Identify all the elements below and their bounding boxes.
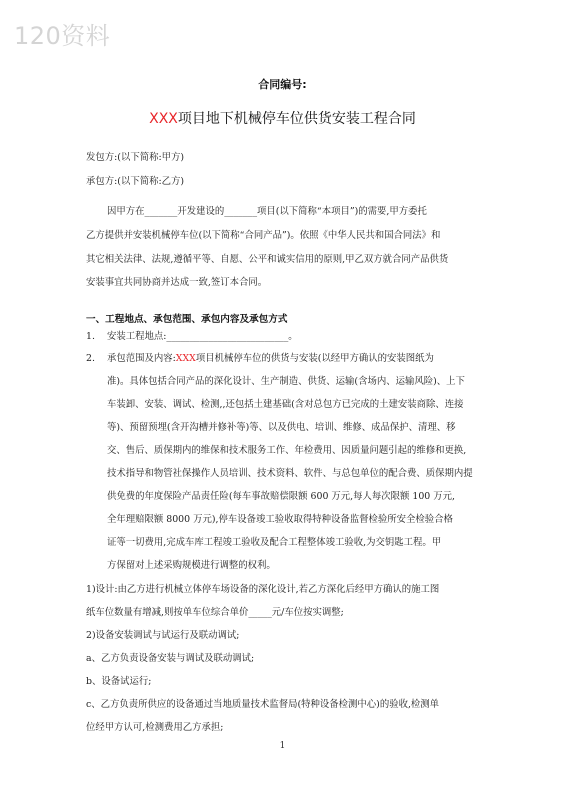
item-line: 等)、预留预埋(含开沟槽并修补等)等、以及供电、培训、维修、成品保护、清理、移 [107,422,456,433]
sub-clause-line: 1)设计:由乙方进行机械立体停车场设备的深化设计,若乙方深化后经甲方确认的施工图 [86,584,440,595]
party-b-line: 承包方:(以下简称:乙方) [86,176,185,187]
sub-clause-line: 位经甲方认可,检测费用乙方承担; [86,722,224,733]
item-lead-rest: 项目机械停车位的供货与安装(以经甲方确认的安装图纸为 [195,353,434,364]
title-text: 项目地下机械停车位供货安装工程合同 [177,111,416,127]
item-text: 安装工程地点:__________________________。 [107,331,298,342]
intro-line: 安装事宜共同协商并达成一致,签订本合同。 [86,277,268,288]
item-lead-highlight: XXX [175,353,196,364]
party-a-line: 发包方:(以下简称:甲方) [86,152,185,163]
page-number: 1 [279,741,286,751]
contract-number-label: 合同编号: [258,78,307,91]
item-line: 交、售后、质保期内的维保和技术服务工作、年检费用、因质量问题引起的维修和更换, [107,445,467,456]
watermark-logo: 120资料 [14,22,111,50]
sub-clause-line: 纸车位数量有增减,则按单车位综合单价_____元/车位按实调整; [86,607,344,618]
item-line: 技术指导和物管社保操作人员培训、技术资料、软件、与总包单位的配合费、质保期内提 [107,468,473,479]
item-line: 供免费的年度保险产品责任险(每车事故赔偿限额 600 万元,每人每次限额 100 万元, [107,491,455,502]
item-number: 2. [86,353,95,364]
title-prefix: XXX [149,111,178,127]
item-line: 全年理赔限额 8000 万元),停车设备竣工验收取得特种设备监督检验所安全检验合格 [107,514,453,525]
intro-line: 因甲方在_______开发建设的_______项目(以下简称“本项目”)的需要,甲方委托 [107,206,427,217]
item-line: 车装卸、安装、调试、检测,,还包括土建基础(含对总包方已完成的土建安装商除、连接 [107,399,464,410]
item-lead: 承包范围及内容: [107,353,176,364]
intro-line: 乙方提供并安装机械停车位(以下简称“合同产品”)。依照《中华人民共和国合同法》和 [86,230,441,241]
sub-clause-line: b、设备试运行; [86,676,152,687]
item-number: 1. [86,331,95,342]
item-line: 证等一切费用,完成车库工程竣工验收及配合工程整体竣工验收,为交钥匙工程。甲 [107,537,442,548]
sub-clause-line: a、乙方负责设备安装与调试及联动调试; [86,653,255,664]
item-line: 准)。具体包括合同产品的深化设计、生产制造、供货、运输(含场内、运输风险)、上下 [107,376,465,387]
sub-clause-line: 2)设备安装调试与试运行及联动调试; [86,630,240,641]
intro-line: 其它相关法律、法规,遵循平等、自愿、公平和诚实信用的原则,甲乙双方就合同产品供货 [86,254,449,265]
section-heading: 一、工程地点、承包范围、承包内容及承包方式 [86,314,288,325]
document-title [0,108,565,128]
item-line: 方保留对上述采购规模进行调整的权利。 [107,560,276,571]
item-first-line [107,353,434,364]
sub-clause-line: c、乙方负责所供应的设备通过当地质量技术监督局(特种设备检测中心)的验收,检测单 [86,699,440,710]
